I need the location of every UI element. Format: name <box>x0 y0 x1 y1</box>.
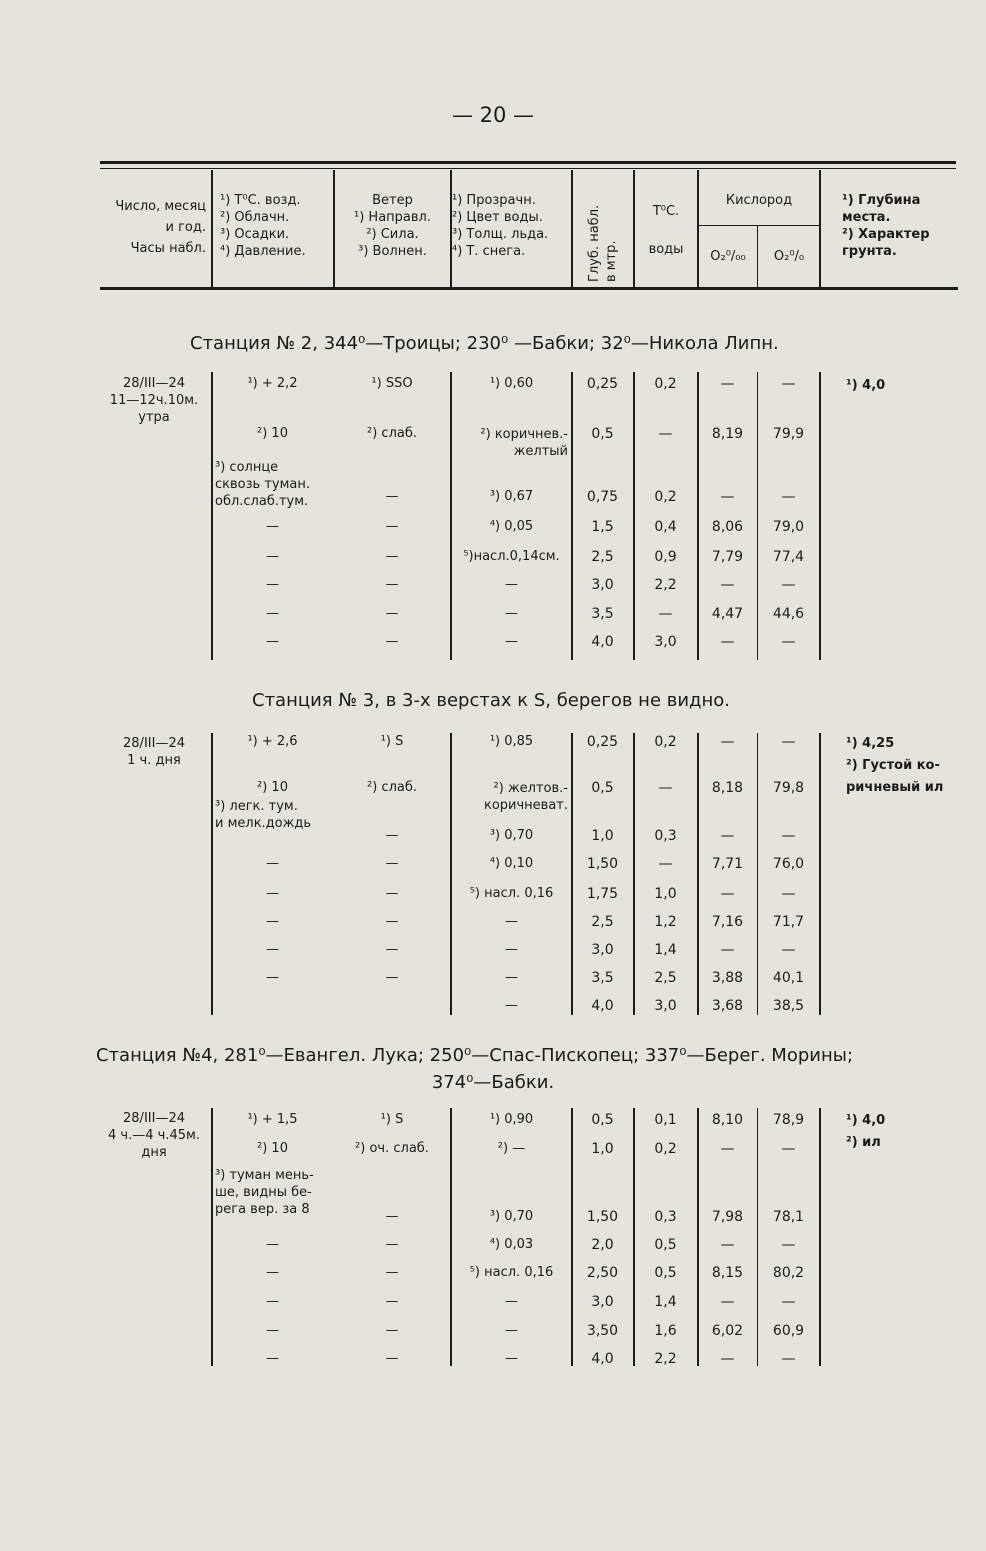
station-ground: ¹) 4,0 ²) ил <box>846 1113 886 1150</box>
header-bottom-rule <box>100 287 958 290</box>
o2pm-cell: 7,79 <box>711 549 744 565</box>
temp-cell: 2,2 <box>654 577 677 593</box>
ice-cell: ³) 0,70 <box>489 828 534 843</box>
table-divider <box>697 372 699 660</box>
temp-cell: 2,5 <box>654 970 677 986</box>
weather-cell: — <box>266 856 279 871</box>
ice-cell: ⁵) насл. 0,16 <box>469 1265 554 1280</box>
o2pc-cell: 77,4 <box>772 549 805 565</box>
temp-cell: 0,1 <box>654 1112 677 1128</box>
o2pm-cell: — <box>720 489 735 505</box>
ice-cell: — <box>505 1323 518 1338</box>
wind-cell: — <box>385 606 399 621</box>
ice-cell: ³) 0,67 <box>489 489 534 504</box>
header-divider <box>697 170 699 287</box>
ice-cell: ³) 0,70 <box>489 1209 534 1224</box>
weather-cell: — <box>266 549 279 564</box>
depth-cell: 1,75 <box>586 886 619 902</box>
header-ice: ¹) Прозрачн. ²) Цвет воды. ³) Толщ. льда. ⁴) Т. снега. <box>452 193 549 259</box>
weather-cell: ¹) + 2,2 <box>247 376 298 391</box>
o2pm-cell: — <box>720 1351 735 1367</box>
o2pc-cell: — <box>781 577 796 593</box>
weather-cell: — <box>266 634 279 649</box>
table-divider <box>697 733 699 1015</box>
depth-cell: 1,50 <box>586 856 619 872</box>
weather-cell: ²) 10 <box>257 426 288 441</box>
wind-cell: — <box>385 1265 399 1280</box>
wind-cell: — <box>385 489 399 504</box>
temp-cell: 0,2 <box>654 734 677 750</box>
depth-cell: 4,0 <box>591 1351 614 1367</box>
header-divider <box>757 226 758 287</box>
wind-cell: — <box>385 970 399 985</box>
wind-cell: — <box>385 886 399 901</box>
wind-cell: — <box>385 828 399 843</box>
station-date: 28/III—24 11—12ч.10м. утра <box>109 376 199 425</box>
ice-cell: ¹) 0,60 <box>489 376 534 391</box>
o2pc-cell: — <box>781 828 796 844</box>
o2pm-cell: 8,18 <box>711 780 744 796</box>
o2pm-cell: — <box>720 1294 735 1310</box>
table-divider <box>211 733 213 1015</box>
temp-cell: — <box>658 856 673 872</box>
depth-cell: 1,5 <box>591 519 614 535</box>
o2pm-cell: — <box>720 1141 735 1157</box>
ice-cell: ²) желтов.- коричневат. <box>483 781 568 813</box>
o2pc-cell: 79,8 <box>772 780 805 796</box>
table-divider <box>211 372 213 660</box>
table-divider <box>633 372 635 660</box>
ice-cell: ⁵) насл. 0,16 <box>469 886 554 901</box>
header-o2-percent: O₂⁰/₀ <box>773 249 805 264</box>
temp-cell: 1,4 <box>654 1294 677 1310</box>
table-divider <box>819 372 821 660</box>
table-divider <box>571 1108 573 1366</box>
o2pm-cell: — <box>720 886 735 902</box>
table-divider <box>633 733 635 1015</box>
depth-cell: 3,5 <box>591 970 614 986</box>
ice-cell: — <box>505 942 518 957</box>
top-rule-thin <box>100 168 956 169</box>
temp-cell: 3,0 <box>654 634 677 650</box>
header-o2-permille: O₂⁰/₀₀ <box>710 249 746 264</box>
o2pc-cell: 44,6 <box>772 606 805 622</box>
o2pm-cell: — <box>720 942 735 958</box>
depth-cell: 2,0 <box>591 1237 614 1253</box>
o2pm-cell: — <box>720 734 735 750</box>
temp-cell: 0,4 <box>654 519 677 535</box>
weather-cell: ³) легк. тум. и мелк.дождь <box>215 799 311 831</box>
oxygen-subrule <box>697 225 819 226</box>
o2pc-cell: 79,0 <box>772 519 805 535</box>
weather-cell: — <box>266 1351 279 1366</box>
o2pc-cell: 38,5 <box>772 998 805 1014</box>
weather-cell: ²) 10 <box>257 780 288 795</box>
station-title-cont: 374⁰—Бабки. <box>431 1072 555 1093</box>
depth-cell: 0,5 <box>591 1112 614 1128</box>
o2pc-cell: — <box>781 1294 796 1310</box>
o2pc-cell: 71,7 <box>772 914 805 930</box>
temp-cell: 0,2 <box>654 1141 677 1157</box>
depth-cell: 3,0 <box>591 942 614 958</box>
o2pm-cell: 3,88 <box>711 970 744 986</box>
depth-cell: 4,0 <box>591 998 614 1014</box>
temp-cell: — <box>658 426 673 442</box>
weather-cell: — <box>266 886 279 901</box>
temp-cell: 0,2 <box>654 376 677 392</box>
depth-cell: 0,25 <box>586 376 619 392</box>
ice-cell: ¹) 0,90 <box>489 1112 534 1127</box>
wind-cell: — <box>385 856 399 871</box>
header-oxygen: Кислород <box>725 193 793 208</box>
top-rule <box>100 161 956 164</box>
ice-cell: ⁴) 0,10 <box>489 856 534 871</box>
o2pm-cell: 7,16 <box>711 914 744 930</box>
o2pc-cell: 78,9 <box>772 1112 805 1128</box>
depth-cell: 3,50 <box>586 1323 619 1339</box>
weather-cell: ²) 10 <box>257 1141 288 1156</box>
depth-cell: 1,0 <box>591 828 614 844</box>
temp-cell: 2,2 <box>654 1351 677 1367</box>
table-divider <box>757 733 758 1015</box>
weather-cell: ¹) + 2,6 <box>247 734 298 749</box>
depth-cell: 4,0 <box>591 634 614 650</box>
wind-cell: — <box>385 1323 399 1338</box>
o2pc-cell: — <box>781 376 796 392</box>
o2pc-cell: 40,1 <box>772 970 805 986</box>
table-divider <box>571 372 573 660</box>
weather-cell: — <box>266 519 279 534</box>
ice-cell: — <box>505 1351 518 1366</box>
o2pm-cell: — <box>720 376 735 392</box>
o2pm-cell: 8,15 <box>711 1265 744 1281</box>
header-date: Число, месяц и год. Часы набл. <box>115 199 206 256</box>
wind-cell: — <box>385 1294 399 1309</box>
header-wind: Ветер ¹) Направл. ²) Сила. ³) Волнен. <box>354 193 431 259</box>
temp-cell: 0,9 <box>654 549 677 565</box>
depth-cell: 2,50 <box>586 1265 619 1281</box>
weather-cell: — <box>266 970 279 985</box>
wind-cell: — <box>385 634 399 649</box>
o2pm-cell: — <box>720 1237 735 1253</box>
wind-cell: ²) слаб. <box>367 426 417 441</box>
station-title: Станция № 2, 344⁰—Троицы; 230⁰ —Бабки; 32⁰—Никола Липн. <box>190 333 779 354</box>
weather-cell: — <box>266 1294 279 1309</box>
ice-cell: — <box>505 998 518 1013</box>
station-title: Станция №4, 281⁰—Евангел. Лука; 250⁰—Спас-Пископец; 337⁰—Берег. Морины; <box>96 1045 854 1066</box>
temp-cell: 0,3 <box>654 1209 677 1225</box>
weather-cell: — <box>266 1237 279 1252</box>
o2pc-cell: — <box>781 1351 796 1367</box>
wind-cell: ¹) SSO <box>371 376 413 391</box>
table-divider <box>450 372 452 660</box>
o2pm-cell: 7,98 <box>711 1209 744 1225</box>
ice-cell: ²) — <box>497 1141 526 1156</box>
temp-cell: 1,2 <box>654 914 677 930</box>
header-weather: ¹) T⁰C. возд. ²) Облачн. ³) Осадки. ⁴) Давление. <box>220 193 306 259</box>
table-divider <box>450 1108 452 1366</box>
table-divider <box>757 372 758 660</box>
wind-cell: ²) слаб. <box>367 780 417 795</box>
table-divider <box>819 733 821 1015</box>
o2pm-cell: 4,47 <box>711 606 744 622</box>
ice-cell: ⁵)насл.0,14см. <box>463 549 560 564</box>
weather-cell: ³) туман мень- ше, видны бе- рега вер. за 8 <box>215 1168 314 1217</box>
weather-cell: — <box>266 1323 279 1338</box>
ice-cell: ⁴) 0,05 <box>489 519 534 534</box>
wind-cell: — <box>385 1209 399 1224</box>
temp-cell: — <box>658 780 673 796</box>
o2pc-cell: 80,2 <box>772 1265 805 1281</box>
temp-cell: 0,5 <box>654 1237 677 1253</box>
weather-cell: ¹) + 1,5 <box>247 1112 298 1127</box>
o2pc-cell: 78,1 <box>772 1209 805 1225</box>
depth-cell: 3,0 <box>591 577 614 593</box>
o2pc-cell: — <box>781 489 796 505</box>
o2pc-cell: — <box>781 1141 796 1157</box>
table-divider <box>757 1108 758 1366</box>
o2pc-cell: — <box>781 942 796 958</box>
temp-cell: — <box>658 606 673 622</box>
ice-cell: ⁴) 0,03 <box>489 1237 534 1252</box>
header-divider <box>571 170 573 287</box>
header-ground: ¹) Глубина места. ²) Характер грунта. <box>842 193 930 259</box>
temp-cell: 1,4 <box>654 942 677 958</box>
table-divider <box>211 1108 213 1366</box>
o2pc-cell: 76,0 <box>772 856 805 872</box>
header-temp: T⁰C. воды <box>648 204 684 257</box>
depth-cell: 0,5 <box>591 780 614 796</box>
o2pm-cell: 8,06 <box>711 519 744 535</box>
o2pc-cell: — <box>781 886 796 902</box>
o2pc-cell: 60,9 <box>772 1323 805 1339</box>
weather-cell: — <box>266 914 279 929</box>
depth-cell: 0,5 <box>591 426 614 442</box>
table-divider <box>571 733 573 1015</box>
depth-cell: 0,25 <box>586 734 619 750</box>
depth-cell: 0,75 <box>586 489 619 505</box>
wind-cell: ¹) S <box>380 734 404 749</box>
table-divider <box>697 1108 699 1366</box>
o2pm-cell: 7,71 <box>711 856 744 872</box>
depth-cell: 1,0 <box>591 1141 614 1157</box>
table-divider <box>633 1108 635 1366</box>
depth-cell: 3,0 <box>591 1294 614 1310</box>
o2pm-cell: — <box>720 828 735 844</box>
station-ground: ¹) 4,25 ²) Густой ко- ричневый ил <box>846 736 944 795</box>
o2pm-cell: — <box>720 577 735 593</box>
ice-cell: — <box>505 634 518 649</box>
wind-cell: — <box>385 577 399 592</box>
ice-cell: — <box>505 1294 518 1309</box>
header-depth: Глуб. набл. в мтр. <box>587 204 619 282</box>
weather-cell: ³) солнце сквозь туман. обл.слаб.тум. <box>215 460 310 509</box>
weather-cell: — <box>266 1265 279 1280</box>
depth-cell: 2,5 <box>591 549 614 565</box>
ice-cell: — <box>505 577 518 592</box>
o2pm-cell: 3,68 <box>711 998 744 1014</box>
weather-cell: — <box>266 577 279 592</box>
header-divider <box>211 170 213 287</box>
depth-cell: 2,5 <box>591 914 614 930</box>
wind-cell: — <box>385 519 399 534</box>
weather-cell: — <box>266 942 279 957</box>
o2pc-cell: — <box>781 1237 796 1253</box>
temp-cell: 3,0 <box>654 998 677 1014</box>
ice-cell: — <box>505 970 518 985</box>
temp-cell: 1,6 <box>654 1323 677 1339</box>
wind-cell: ¹) S <box>380 1112 404 1127</box>
station-title: Станция № 3, в 3-х верстах к S, берегов не видно. <box>252 690 730 711</box>
temp-cell: 0,3 <box>654 828 677 844</box>
o2pc-cell: 79,9 <box>772 426 805 442</box>
ice-cell: — <box>505 606 518 621</box>
o2pm-cell: — <box>720 634 735 650</box>
station-ground: ¹) 4,0 <box>846 378 886 393</box>
wind-cell: ²) оч. слаб. <box>355 1141 429 1156</box>
temp-cell: 1,0 <box>654 886 677 902</box>
ice-cell: ¹) 0,85 <box>489 734 534 749</box>
temp-cell: 0,2 <box>654 489 677 505</box>
table-divider <box>450 733 452 1015</box>
wind-cell: — <box>385 914 399 929</box>
page-number: — 20 — <box>451 103 535 127</box>
o2pc-cell: — <box>781 734 796 750</box>
table-divider <box>819 1108 821 1366</box>
wind-cell: — <box>385 942 399 957</box>
weather-cell: — <box>266 606 279 621</box>
ice-cell: — <box>505 914 518 929</box>
wind-cell: — <box>385 1237 399 1252</box>
depth-cell: 1,50 <box>586 1209 619 1225</box>
temp-cell: 0,5 <box>654 1265 677 1281</box>
o2pm-cell: 8,10 <box>711 1112 744 1128</box>
o2pm-cell: 8,19 <box>711 426 744 442</box>
wind-cell: — <box>385 1351 399 1366</box>
o2pm-cell: 6,02 <box>711 1323 744 1339</box>
station-date: 28/III—24 4 ч.—4 ч.45м. дня <box>108 1111 200 1160</box>
ice-cell: ²) коричнев.- желтый <box>480 427 568 459</box>
depth-cell: 3,5 <box>591 606 614 622</box>
o2pc-cell: — <box>781 634 796 650</box>
header-divider <box>819 170 821 287</box>
wind-cell: — <box>385 549 399 564</box>
station-date: 28/III—24 1 ч. дня <box>123 736 185 768</box>
